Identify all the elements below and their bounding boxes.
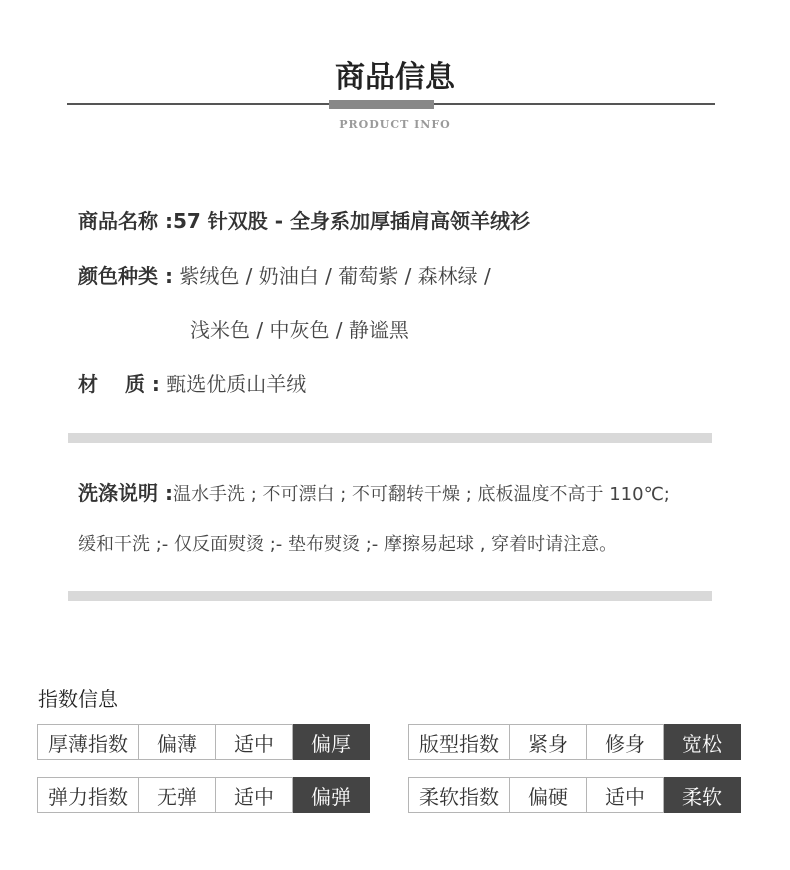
index-option-selected: 偏厚 (293, 725, 370, 760)
material-label: 材 质 : (78, 372, 160, 396)
table-row (38, 778, 370, 813)
title-accent-bar (329, 100, 434, 109)
wash-line2: 缓和干洗 ;- 仅反面熨烫 ;- 垫布熨烫 ;- 摩擦易起球 , 穿着时请注意。 (78, 534, 618, 555)
colors-row (78, 260, 491, 289)
index-option-selected: 柔软 (664, 778, 741, 813)
index-label: 柔软指数 (409, 778, 510, 813)
page-subtitle: PRODUCT INFO (339, 118, 451, 131)
section-divider (68, 433, 712, 443)
index-title: 指数信息 (38, 687, 118, 711)
index-label: 厚薄指数 (38, 725, 139, 760)
material-value: 甄选优质山羊绒 (166, 372, 307, 396)
index-label: 弹力指数 (38, 778, 139, 813)
softness-index-table (408, 777, 741, 813)
wash-row (78, 477, 670, 506)
index-option: 修身 (587, 725, 664, 760)
product-name-row (78, 205, 530, 234)
colors-label: 颜色种类 : (78, 264, 173, 288)
product-name-value: 57 针双股 - 全身系加厚插肩高领羊绒衫 (172, 209, 530, 233)
index-option: 适中 (216, 778, 293, 813)
index-option: 适中 (216, 725, 293, 760)
index-option: 偏硬 (510, 778, 587, 813)
product-name-label: 商品名称 : (78, 209, 173, 233)
page-title: 商品信息 (335, 60, 455, 95)
table-row (409, 725, 741, 760)
wash-line1: 温水手洗 ; 不可漂白 ; 不可翻转干燥 ; 底板温度不高于 110℃; (172, 484, 670, 505)
colors-value-line1: 紫绒色 / 奶油白 / 葡萄紫 / 森林绿 / (179, 264, 491, 288)
index-label: 版型指数 (409, 725, 510, 760)
material-row (78, 368, 306, 397)
table-row (38, 725, 370, 760)
table-row (409, 778, 741, 813)
fit-index-table (408, 724, 741, 760)
index-option-selected: 偏弹 (293, 778, 370, 813)
colors-row-2 (190, 314, 409, 343)
index-option: 紧身 (510, 725, 587, 760)
colors-value-line2: 浅米色 / 中灰色 / 静谧黑 (190, 318, 409, 342)
elasticity-index-table (37, 777, 370, 813)
wash-label: 洗涤说明 : (78, 481, 173, 505)
index-option: 适中 (587, 778, 664, 813)
section-divider (68, 591, 712, 601)
thickness-index-table (37, 724, 370, 760)
index-option: 偏薄 (139, 725, 216, 760)
wash-row-2 (78, 530, 617, 556)
index-option-selected: 宽松 (664, 725, 741, 760)
index-option: 无弹 (139, 778, 216, 813)
